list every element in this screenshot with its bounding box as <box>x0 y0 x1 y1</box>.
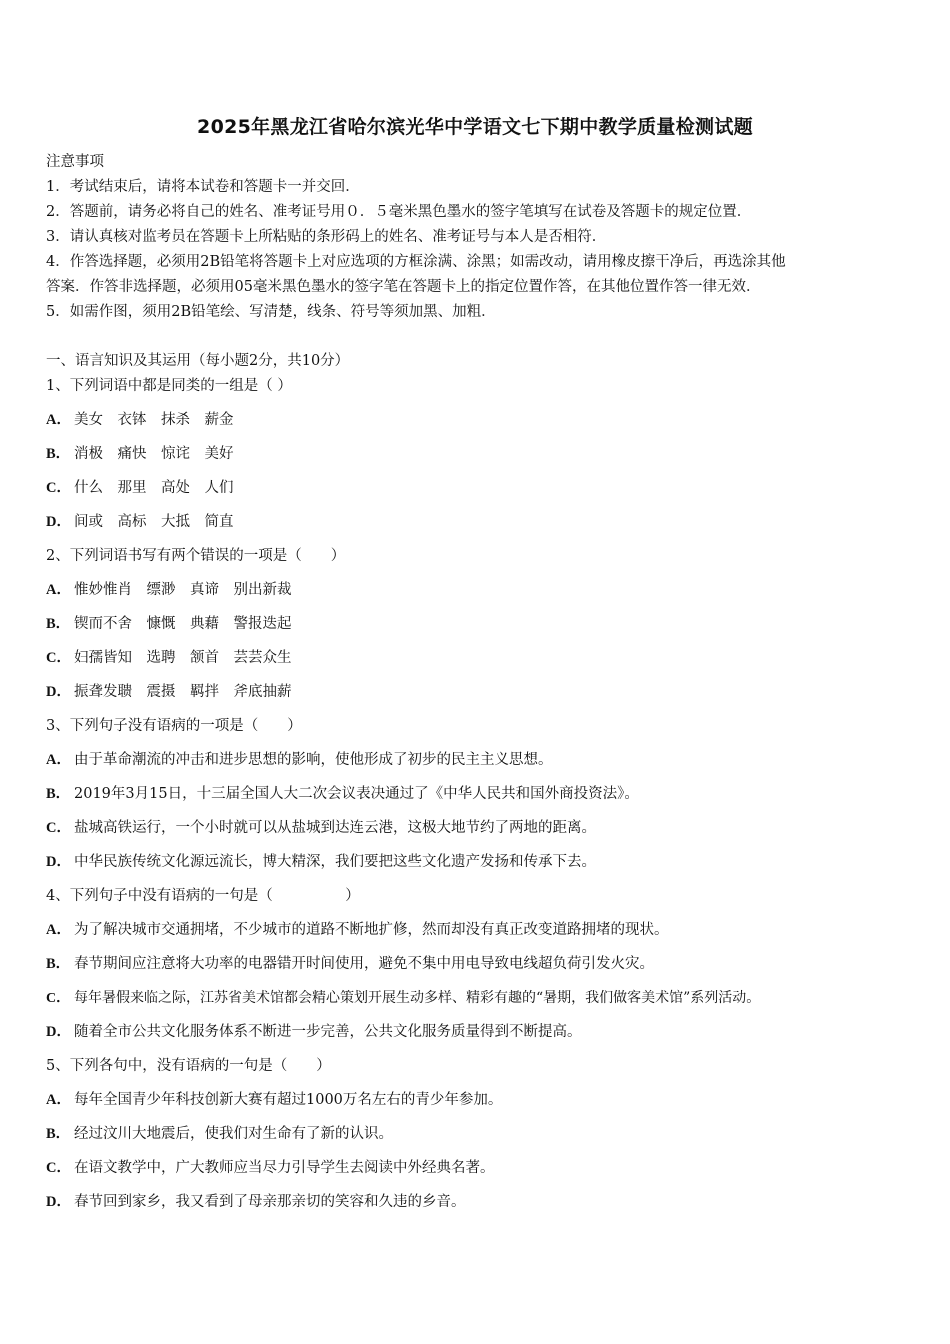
option-letter: C． <box>46 1160 71 1176</box>
option-letter: D． <box>46 1024 71 1040</box>
option-text: 为了解决城市交通拥堵，不少城市的道路不断地扩修，然而却没有真正改变道路拥堵的现状。 <box>74 922 669 938</box>
option-text: 随着全市公共文化服务体系不断进一步完善，公共文化服务质量得到不断提高。 <box>74 1024 582 1040</box>
option-letter: B． <box>46 446 71 462</box>
section-heading: 一、语言知识及其运用（每小题2分，共10分） <box>46 353 350 369</box>
option-letter: C． <box>46 480 71 496</box>
notice-heading: 注意事项 <box>46 154 104 170</box>
question-2 <box>46 543 916 713</box>
option-text: 在语文教学中，广大教师应当尽力引导学生去阅读中外经典名著。 <box>74 1160 495 1176</box>
option-text: 振聋发聩 震摄 羁拌 斧底抽薪 <box>74 684 292 700</box>
option-d <box>46 849 916 883</box>
option-text: 2019年3月15日，十三届全国人大二次会议表决通过了《中华人民共和国外商投资法》。 <box>74 786 639 802</box>
notice-line: 3．请认真核对监考员在答题卡上所粘贴的条形码上的姓名、准考证号与本人是否相符． <box>46 229 607 245</box>
notice-line: 1．考试结束后，请将本试卷和答题卡一并交回． <box>46 179 360 195</box>
option-text: 间或 高标 大抵 简直 <box>74 514 234 530</box>
option-d <box>46 509 916 543</box>
option-letter: A． <box>46 582 71 598</box>
notice-line: 答案．作答非选择题，必须用05毫米黑色墨水的签字笔在答题卡上的指定位置作答，在其他位置作答一律无效． <box>46 279 761 295</box>
option-c <box>46 1155 916 1189</box>
notice-line: 5．如需作图，须用2B铅笔绘、写清楚，线条、符号等须加黑、加粗． <box>46 304 496 320</box>
option-letter: B． <box>46 786 71 802</box>
option-a <box>46 577 916 611</box>
option-c <box>46 475 916 509</box>
option-a <box>46 1087 916 1121</box>
option-letter: B． <box>46 1126 71 1142</box>
option-b <box>46 441 916 475</box>
option-text: 消极 痛快 惊诧 美好 <box>74 446 234 462</box>
option-letter: C． <box>46 650 71 666</box>
option-letter: D． <box>46 514 71 530</box>
option-text: 春节回到家乡，我又看到了母亲那亲切的笑容和久违的乡音。 <box>74 1194 466 1210</box>
option-letter: D． <box>46 684 71 700</box>
option-a <box>46 407 916 441</box>
option-letter: A． <box>46 1092 71 1108</box>
option-letter: C． <box>46 820 71 836</box>
question-stem: 4、下列句子中没有语病的一句是（ ） <box>46 888 360 904</box>
option-letter: A． <box>46 922 71 938</box>
option-a <box>46 917 916 951</box>
question-stem: 5、下列各句中，没有语病的一句是（ ） <box>46 1058 331 1074</box>
option-text: 每年暑假来临之际，江苏省美术馆都会精心策划开展生动多样、精彩有趣的“暑期，我们做客美术馆”系列活动。 <box>74 990 761 1006</box>
option-letter: D． <box>46 854 71 870</box>
option-text: 由于革命潮流的冲击和进步思想的影响，使他形成了初步的民主主义思想。 <box>74 752 553 768</box>
option-text: 惟妙惟肖 缥渺 真谛 别出新裁 <box>74 582 292 598</box>
question-1 <box>46 373 916 543</box>
option-c <box>46 645 916 679</box>
option-b <box>46 951 916 985</box>
option-text: 春节期间应注意将大功率的电器错开时间使用，避免不集中用电导致电线超负荷引发火灾。 <box>74 956 654 972</box>
option-d <box>46 1189 916 1223</box>
notice-line: 2．答题前，请务必将自己的姓名、准考证号用０．５毫米黑色墨水的签字笔填写在试卷及答题卡的规定位置． <box>46 204 752 220</box>
option-text: 中华民族传统文化源远流长，博大精深，我们要把这些文化遗产发扬和传承下去。 <box>74 854 596 870</box>
question-5 <box>46 1053 916 1223</box>
option-b <box>46 781 916 815</box>
page-title: 2025年黑龙江省哈尔滨光华中学语文七下期中教学质量检测试题 <box>197 116 753 138</box>
question-stem: 1、下列词语中都是同类的一组是（ ） <box>46 378 292 394</box>
option-letter: B． <box>46 616 71 632</box>
option-text: 每年全国青少年科技创新大赛有超过1000万名左右的青少年参加。 <box>74 1092 503 1108</box>
option-text: 锲而不舍 慷慨 典藉 警报迭起 <box>74 616 292 632</box>
question-stem: 2、下列词语书写有两个错误的一项是（ ） <box>46 548 346 564</box>
notice-block <box>46 150 908 325</box>
option-b <box>46 1121 916 1155</box>
option-c <box>46 985 916 1019</box>
option-text: 盐城高铁运行，一个小时就可以从盐城到达连云港，这极大地节约了两地的距离。 <box>74 820 596 836</box>
option-c <box>46 815 916 849</box>
question-list <box>46 373 916 1223</box>
option-letter: C． <box>46 991 71 1006</box>
option-text: 妇孺皆知 选聘 颔首 芸芸众生 <box>74 650 292 666</box>
option-a <box>46 747 916 781</box>
option-text: 经过汶川大地震后，使我们对生命有了新的认识。 <box>74 1126 393 1142</box>
option-letter: D． <box>46 1194 71 1210</box>
notice-line: 4．作答选择题，必须用2B铅笔将答题卡上对应选项的方框涂满、涂黑；如需改动，请用橡皮擦干净后，再选涂其他 <box>46 254 786 270</box>
option-letter: A． <box>46 412 71 428</box>
option-letter: B． <box>46 956 71 972</box>
option-text: 什么 那里 高处 人们 <box>74 480 234 496</box>
option-d <box>46 679 916 713</box>
question-4 <box>46 883 916 1053</box>
question-stem: 3、下列句子没有语病的一项是（ ） <box>46 718 302 734</box>
option-b <box>46 611 916 645</box>
option-letter: A． <box>46 752 71 768</box>
option-text: 美女 衣钵 抹杀 薪金 <box>74 412 234 428</box>
question-3 <box>46 713 916 883</box>
option-d <box>46 1019 916 1053</box>
